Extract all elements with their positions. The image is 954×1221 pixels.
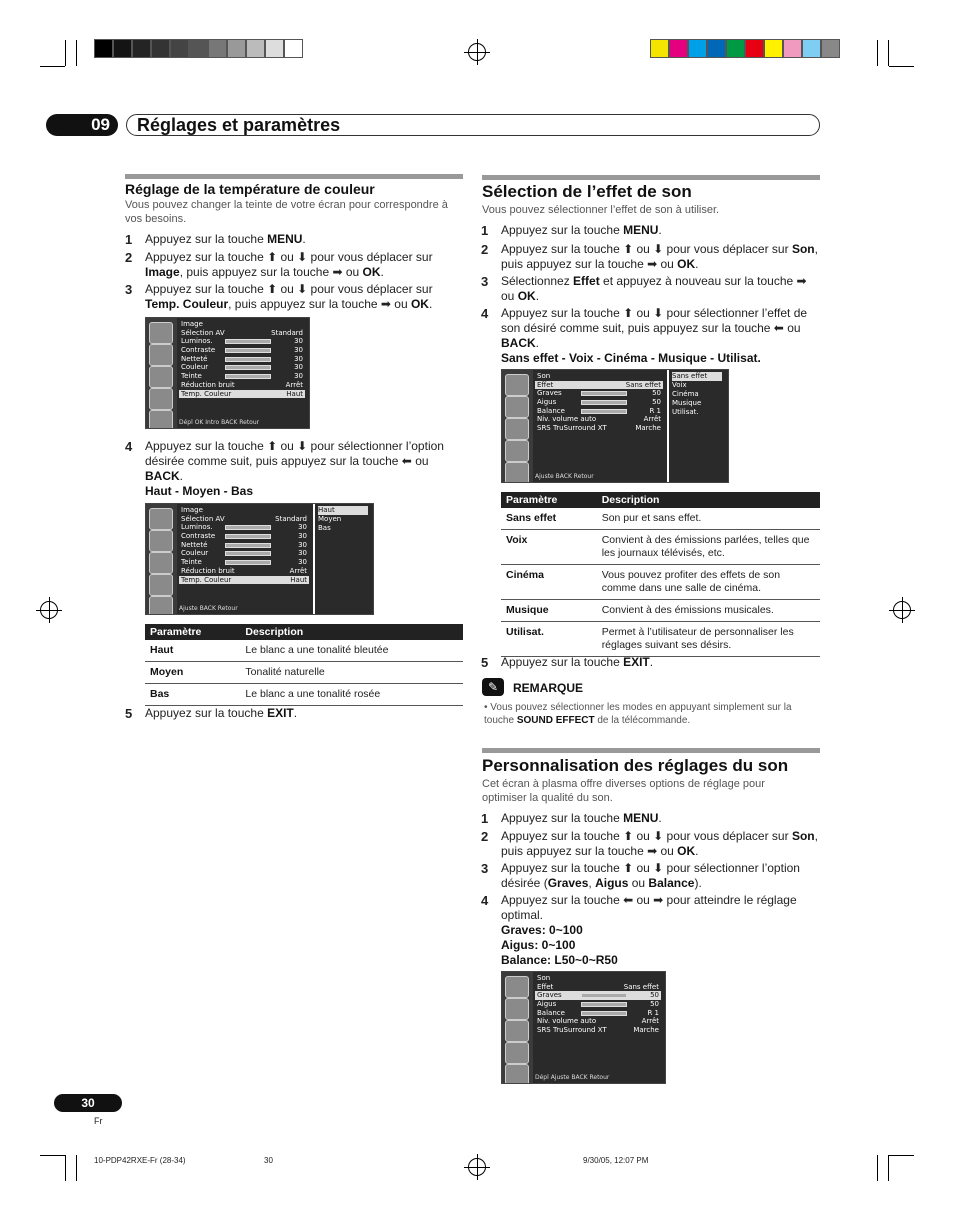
osd-menu xyxy=(179,320,305,398)
osd-menu-row: Balance R 1 xyxy=(537,1008,659,1017)
gray-swatch xyxy=(151,39,170,58)
osd-option: Bas xyxy=(318,524,331,532)
note-title: REMARQUE xyxy=(513,681,584,695)
osd-menu-row: Temp. Couleur Haut xyxy=(181,389,303,398)
osd-options-popup xyxy=(667,370,725,482)
gray-swatch xyxy=(189,39,208,58)
gray-swatch xyxy=(284,39,303,58)
osd-menu-row: Luminos. 30 xyxy=(181,337,303,346)
osd-menu-title: Image xyxy=(181,320,203,328)
osd-menu-row: Teinte 30 xyxy=(181,372,303,381)
table-cell: Permet à l’utilisateur de personnaliser les réglages suivant ses désirs. xyxy=(597,622,820,657)
osd-footer: Ajuste BACK Retour xyxy=(535,473,594,480)
osd-menu-row: Aigus 50 xyxy=(537,398,661,407)
osd-menu-row: SRS TruSurround XT Marche xyxy=(537,424,661,433)
color-swatch xyxy=(688,39,707,58)
section-intro: Cet écran à plasma offre diverses options de réglage pour optimiser la qualité du son. xyxy=(482,778,765,804)
osd-footer: Ajuste BACK Retour xyxy=(179,605,238,612)
table-row xyxy=(145,662,463,684)
page-number-small: 30 xyxy=(264,1156,273,1165)
registration-mark-icon xyxy=(893,601,911,619)
osd-menu-icon xyxy=(505,462,529,483)
step-2: 2 Appuyez sur la touche ⬆ ou ⬇ pour vous déplacer sur Son, puis appuyez sur la touche ➡ ou OK. xyxy=(481,242,818,271)
osd-option: Cinéma xyxy=(672,390,699,398)
osd-level-bar xyxy=(225,534,271,539)
registration-mark-icon xyxy=(468,1158,486,1176)
range-balance: Balance: L50~0~R50 xyxy=(501,953,618,967)
section-rule xyxy=(125,174,463,179)
section-intro: Vous pouvez changer la teinte de votre écran pour correspondre à vos besoins. xyxy=(125,199,448,225)
osd-menu-row: Graves 50 xyxy=(537,991,659,1000)
section-title-sound-effect: Sélection de l’effet de son xyxy=(482,182,692,201)
osd-menu-icon xyxy=(149,322,173,344)
osd-level-bar xyxy=(225,339,271,344)
gray-swatch xyxy=(208,39,227,58)
osd-menu-row: Effet Sans effet xyxy=(537,982,659,991)
table-cell: Haut xyxy=(145,640,240,662)
sound-effect-table xyxy=(501,492,820,657)
osd-menu-icon xyxy=(149,344,173,366)
osd-menu-row: Sélection AV Standard xyxy=(181,328,303,337)
osd-menu-icon xyxy=(505,1064,529,1084)
section-rule xyxy=(482,748,820,753)
osd-icon-sidebar xyxy=(502,370,533,482)
osd-menu-icon xyxy=(505,976,529,998)
color-bar xyxy=(650,39,840,58)
osd-menu-row: Teinte 30 xyxy=(181,558,307,567)
step-2: 2 Appuyez sur la touche ⬆ ou ⬇ pour vous déplacer sur Image, puis appuyez sur la touche ➡ ou OK. xyxy=(125,250,433,279)
step-1: 1 Appuyez sur la touche MENU. xyxy=(125,232,306,247)
table-cell: Convient à des émissions parlées, telles que les journaux télévisés, etc. xyxy=(597,530,820,565)
osd-option: Utilisat. xyxy=(672,408,699,416)
file-name: 10-PDP42RXE-Fr (28-34) xyxy=(94,1156,186,1165)
table-cell: Voix xyxy=(501,530,597,565)
color-temp-table xyxy=(145,624,463,706)
table-row xyxy=(501,530,820,565)
gray-swatch xyxy=(132,39,151,58)
color-swatch xyxy=(821,39,840,58)
table-header xyxy=(145,624,463,640)
osd-menu-row: Aigus 50 xyxy=(537,1000,659,1009)
osd-menu-row: Couleur 30 xyxy=(181,363,303,372)
osd-level-bar xyxy=(225,560,271,565)
step-3: 3 Appuyez sur la touche ⬆ ou ⬇ pour sélectionner l’option désirée (Graves, Aigus ou Balance). xyxy=(481,861,800,890)
osd-screenshot-sound-adjust xyxy=(501,971,666,1084)
osd-menu-icon xyxy=(149,508,173,530)
gray-swatch xyxy=(246,39,265,58)
osd-level-bar xyxy=(581,400,627,405)
table-cell: Son pur et sans effet. xyxy=(597,508,820,530)
step-3: 3 Appuyez sur la touche ⬆ ou ⬇ pour vous déplacer sur Temp. Couleur, puis appuyez sur la touche ➡ ou OK. xyxy=(125,282,433,311)
column-header: Paramètre xyxy=(145,624,240,640)
osd-menu-row: Netteté 30 xyxy=(181,540,307,549)
osd-menu-row: Balance R 1 xyxy=(537,406,661,415)
osd-footer: Dépl OK Intro BACK Retour xyxy=(179,419,260,426)
osd-menu-title: Son xyxy=(537,974,551,982)
osd-menu xyxy=(535,974,661,1035)
osd-option: Musique xyxy=(672,399,702,407)
osd-menu-icon xyxy=(149,574,173,596)
osd-menu-icon xyxy=(149,530,173,552)
osd-menu-row: Temp. Couleur Haut xyxy=(181,575,307,584)
color-swatch xyxy=(745,39,764,58)
osd-menu-row: Netteté 30 xyxy=(181,354,303,363)
osd-menu-row: Niv. volume auto Arrêt xyxy=(537,415,661,424)
osd-menu-row: Effet Sans effet xyxy=(537,380,661,389)
osd-level-bar xyxy=(581,993,627,998)
table-cell: Utilisat. xyxy=(501,622,597,657)
chapter-title: Réglages et paramètres xyxy=(126,114,820,136)
step-4: 4 Appuyez sur la touche ⬆ ou ⬇ pour sélectionner l’option désirée comme suit, puis appuyez sur la touche ⬅ ou BACK. Haut - Moyen - Bas xyxy=(125,439,444,498)
osd-menu-icon xyxy=(505,1042,529,1064)
osd-options-popup xyxy=(313,504,371,614)
gray-swatch xyxy=(227,39,246,58)
color-swatch xyxy=(726,39,745,58)
gray-swatch xyxy=(94,39,113,58)
osd-menu-icon xyxy=(505,418,529,440)
osd-menu-icon xyxy=(505,1020,529,1042)
step-3: 3 Sélectionnez Effet et appuyez à nouveau sur la touche ➡ ou OK. xyxy=(481,274,807,303)
osd-option: Voix xyxy=(672,381,687,389)
color-swatch xyxy=(802,39,821,58)
osd-level-bar xyxy=(225,357,271,362)
language-code: Fr xyxy=(94,1116,103,1126)
osd-menu-row: Couleur 30 xyxy=(181,549,307,558)
table-header xyxy=(501,492,820,508)
table-cell: Le blanc a une tonalité bleutée xyxy=(240,640,463,662)
osd-menu-row: Sélection AV Standard xyxy=(181,514,307,523)
osd-menu-icon xyxy=(149,366,173,388)
osd-menu-icon xyxy=(149,410,173,429)
page-number: 30 xyxy=(54,1094,122,1112)
section-title-color-temp: Réglage de la température de couleur xyxy=(125,181,375,197)
section-rule xyxy=(482,175,820,180)
step-2: 2 Appuyez sur la touche ⬆ ou ⬇ pour vous déplacer sur Son, puis appuyez sur la touche ➡ ou OK. xyxy=(481,829,818,858)
table-cell: Tonalité naturelle xyxy=(240,662,463,684)
osd-option: Haut xyxy=(318,506,368,515)
table-row xyxy=(501,600,820,622)
section-intro: Vous pouvez sélectionner l’effet de son à utiliser. xyxy=(482,204,720,216)
osd-screenshot-image-menu xyxy=(145,317,310,429)
range-graves: Graves: 0~100 xyxy=(501,923,583,937)
gray-swatch xyxy=(265,39,284,58)
table-cell: Convient à des émissions musicales. xyxy=(597,600,820,622)
gray-swatch xyxy=(113,39,132,58)
gray-swatch xyxy=(170,39,189,58)
range-aigus: Aigus: 0~100 xyxy=(501,938,576,952)
table-row xyxy=(145,684,463,706)
step-1: 1 Appuyez sur la touche MENU. xyxy=(481,223,662,238)
osd-menu-icon xyxy=(149,596,173,615)
osd-icon-sidebar xyxy=(146,504,177,614)
osd-menu-row: Graves 50 xyxy=(537,389,661,398)
osd-menu-title: Son xyxy=(537,372,551,380)
section-title-sound-custom: Personnalisation des réglages du son xyxy=(482,756,789,775)
table-row xyxy=(145,640,463,662)
note-text: • Vous pouvez sélectionner les modes en appuyant simplement sur la touche SOUND EFFECT de la télécommande. xyxy=(484,702,792,726)
osd-option: Moyen xyxy=(318,515,342,523)
step-1: 1 Appuyez sur la touche MENU. xyxy=(481,811,662,826)
osd-level-bar xyxy=(581,391,627,396)
osd-menu-row: Réduction bruit Arrêt xyxy=(181,566,307,575)
osd-menu-icon xyxy=(505,440,529,462)
osd-menu-icon xyxy=(149,388,173,410)
registration-mark-icon xyxy=(468,43,486,61)
osd-level-bar xyxy=(581,409,627,414)
osd-level-bar xyxy=(225,551,271,556)
table-cell: Sans effet xyxy=(501,508,597,530)
osd-menu-icon xyxy=(505,374,529,396)
column-header: Description xyxy=(240,624,463,640)
osd-level-bar xyxy=(225,348,271,353)
osd-menu-row: Niv. volume auto Arrêt xyxy=(537,1017,659,1026)
osd-screenshot-sound-effect xyxy=(501,369,729,483)
osd-menu xyxy=(535,372,663,433)
osd-level-bar xyxy=(225,374,271,379)
table-cell: Le blanc a une tonalité rosée xyxy=(240,684,463,706)
step-5: 5 Appuyez sur la touche EXIT. xyxy=(125,706,298,721)
color-swatch xyxy=(669,39,688,58)
osd-menu-row: Luminos. 30 xyxy=(181,523,307,532)
chapter-number: 09 xyxy=(46,114,118,136)
color-swatch xyxy=(650,39,669,58)
color-swatch xyxy=(783,39,802,58)
step-4: 4 Appuyez sur la touche ⬆ ou ⬇ pour sélectionner l’effet de son désiré comme suit, puis appuyez sur la touche ⬅ ou BACK. Sans effet - Voix - Cinéma - Musique - Utilisat. xyxy=(481,306,808,365)
osd-level-bar xyxy=(225,543,271,548)
registration-mark-icon xyxy=(40,601,58,619)
osd-screenshot-temp-popup xyxy=(145,503,374,615)
table-cell: Bas xyxy=(145,684,240,706)
osd-level-bar xyxy=(581,1011,627,1016)
osd-level-bar xyxy=(225,525,271,530)
table-cell: Vous pouvez profiter des effets de son comme dans une salle de cinéma. xyxy=(597,565,820,600)
table-row xyxy=(501,622,820,657)
table-cell: Cinéma xyxy=(501,565,597,600)
osd-menu-row: Contraste 30 xyxy=(181,346,303,355)
osd-menu-row: SRS TruSurround XT Marche xyxy=(537,1026,659,1035)
step-5: 5 Appuyez sur la touche EXIT. xyxy=(481,655,654,670)
color-swatch xyxy=(707,39,726,58)
osd-icon-sidebar xyxy=(146,318,177,428)
note-pencil-icon: ✎ xyxy=(482,678,504,696)
osd-menu xyxy=(179,506,309,584)
step-4: 4 Appuyez sur la touche ⬅ ou ➡ pour atteindre le réglage optimal. Graves: 0~100 Aigus: 0~100 Balance: L50~0~R50 xyxy=(501,893,821,968)
osd-footer: Dépl Ajuste BACK Retour xyxy=(535,1074,610,1081)
osd-menu-title: Image xyxy=(181,506,203,514)
table-cell: Moyen xyxy=(145,662,240,684)
grayscale-bar xyxy=(94,39,303,58)
table-row xyxy=(501,565,820,600)
osd-level-bar xyxy=(225,365,271,370)
color-swatch xyxy=(764,39,783,58)
osd-menu-row: Réduction bruit Arrêt xyxy=(181,380,303,389)
column-header: Paramètre xyxy=(501,492,597,508)
osd-menu-icon xyxy=(505,998,529,1020)
print-date: 9/30/05, 12:07 PM xyxy=(583,1156,649,1165)
table-cell: Musique xyxy=(501,600,597,622)
osd-menu-icon xyxy=(505,396,529,418)
osd-icon-sidebar xyxy=(502,972,533,1083)
table-row xyxy=(501,508,820,530)
column-header: Description xyxy=(597,492,820,508)
osd-menu-row: Contraste 30 xyxy=(181,532,307,541)
osd-level-bar xyxy=(581,1002,627,1007)
osd-menu-icon xyxy=(149,552,173,574)
osd-option: Sans effet xyxy=(672,372,722,381)
